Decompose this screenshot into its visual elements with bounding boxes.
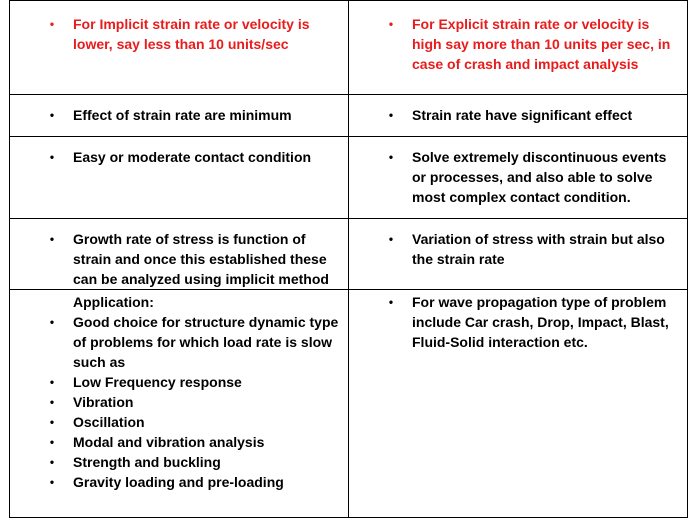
table-row (10, 1, 688, 95)
bullet-icon: • (388, 108, 394, 122)
explicit-cell (349, 95, 688, 137)
list-item: • For Explicit strain rate or velocity is high say more than 10 units per sec, in case of crash and impact analysis (349, 14, 681, 74)
list-item: • Strength and buckling (10, 452, 342, 472)
list-item: • Variation of stress with strain but also the strain rate (349, 229, 681, 269)
bullet-list (349, 105, 681, 125)
bullet-icon: • (388, 232, 394, 246)
bullet-list (10, 105, 342, 125)
bullet-list (349, 147, 681, 207)
bullet-list (10, 147, 342, 167)
list-item: • Vibration (10, 392, 342, 412)
bullet-icon: • (49, 395, 55, 409)
bullet-icon: • (49, 150, 55, 164)
bullet-list (10, 312, 342, 492)
bullet-icon: • (388, 17, 394, 31)
list-item: • Low Frequency response (10, 372, 342, 392)
list-item: • Solve extremely discontinuous events or processes, and also able to solve most complex contact condition. (349, 147, 681, 207)
explicit-cell (349, 1, 688, 95)
bullet-list (349, 229, 681, 269)
table-row (10, 290, 688, 518)
table-row (10, 95, 688, 137)
explicit-cell (349, 290, 688, 518)
bullet-icon: • (49, 475, 55, 489)
bullet-icon: • (49, 455, 55, 469)
bullet-icon: • (49, 435, 55, 449)
list-item: • Strain rate have significant effect (349, 105, 681, 125)
bullet-list (349, 292, 681, 352)
bullet-list (10, 14, 342, 54)
explicit-cell (349, 219, 688, 290)
bullet-list (10, 229, 342, 289)
bullet-icon: • (49, 17, 55, 31)
bullet-icon: • (49, 415, 55, 429)
list-item: • Growth rate of stress is function of strain and once this established these can be analyzed using implicit method (10, 229, 342, 289)
bullet-icon: • (49, 232, 55, 246)
bullet-list (349, 14, 681, 74)
list-item: • For Implicit strain rate or velocity is lower, say less than 10 units/sec (10, 14, 342, 54)
bullet-icon: • (49, 108, 55, 122)
table-row (10, 219, 688, 290)
application-heading: Application: (73, 294, 154, 310)
bullet-icon: • (388, 295, 394, 309)
implicit-cell (10, 95, 349, 137)
comparison-table (9, 0, 688, 518)
list-item: • Oscillation (10, 412, 342, 432)
bullet-icon: • (49, 375, 55, 389)
table-row (10, 137, 688, 219)
implicit-cell (10, 290, 349, 518)
list-item: • Easy or moderate contact condition (10, 147, 342, 167)
implicit-cell (10, 137, 349, 219)
list-item: • Modal and vibration analysis (10, 432, 342, 452)
implicit-cell (10, 1, 349, 95)
list-item: • Gravity loading and pre-loading (10, 472, 342, 492)
bullet-icon: • (388, 150, 394, 164)
list-item: • Effect of strain rate are minimum (10, 105, 342, 125)
list-item: • Good choice for structure dynamic type of problems for which load rate is slow such as (10, 312, 342, 372)
implicit-cell (10, 219, 349, 290)
bullet-icon: • (49, 315, 55, 329)
list-item: • For wave propagation type of problem include Car crash, Drop, Impact, Blast, Fluid-Solid interaction etc. (349, 292, 681, 352)
explicit-cell (349, 137, 688, 219)
